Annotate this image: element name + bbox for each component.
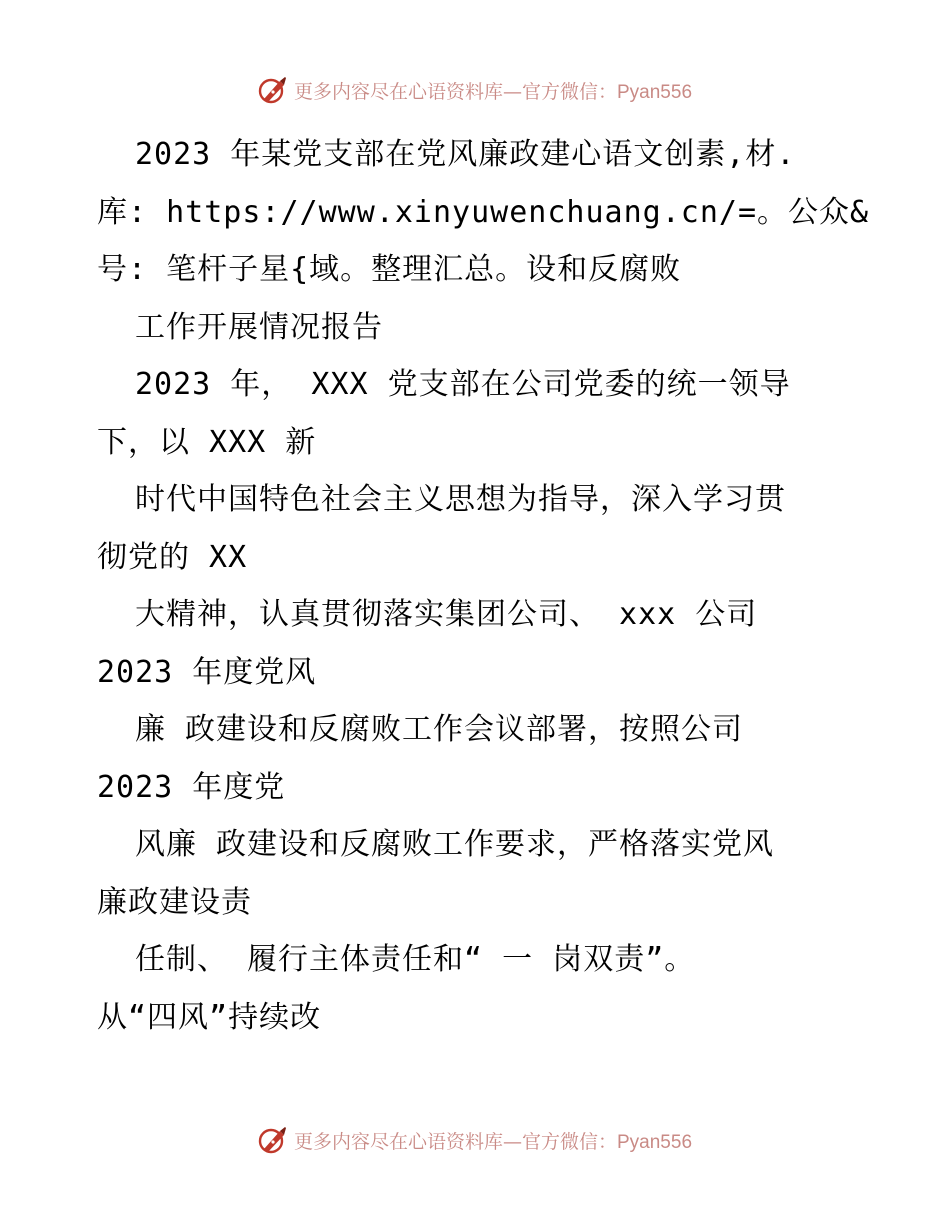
watermark-site-text: 更多内容尽在心语资料库 — [293, 1130, 503, 1153]
footer-watermark — [0, 1120, 950, 1160]
text-line: 廉政建设责 — [97, 884, 252, 920]
text-line: 号: 笔杆子星{域。整理汇总。设和反腐败 — [97, 252, 682, 287]
watermark-text — [294, 77, 692, 104]
text-line: 2023 年某党支部在党风廉政建心语文创素,材. — [135, 137, 796, 172]
watermark-dash: — — [502, 1130, 522, 1153]
document-body — [97, 126, 887, 1046]
text-line: 库: https://www.xinyuwenchuang.cn/=。公众& — [97, 194, 870, 230]
watermark-site-text: 更多内容尽在心语资料库 — [293, 80, 503, 103]
watermark-text — [294, 1127, 692, 1154]
text-line: 任制、 履行主体责任和“ 一 岗双责”。 — [135, 942, 696, 977]
watermark-contact-value: Pyan556 — [617, 81, 693, 103]
pen-nib-logo-icon — [258, 75, 288, 105]
watermark-contact-label: 官方微信： — [521, 1130, 617, 1153]
text-line: 时代中国特色社会主义思想为指导，深入学习贯 — [135, 482, 786, 517]
text-line: 彻党的 XX — [97, 539, 248, 575]
pen-nib-logo-icon — [258, 1125, 288, 1155]
text-line: 下，以 XXX 新 — [97, 424, 317, 460]
text-line: 工作开展情况报告 — [135, 309, 383, 345]
header-watermark — [0, 70, 950, 110]
watermark-dash: — — [502, 80, 522, 103]
watermark-contact-value: Pyan556 — [617, 1131, 693, 1153]
text-line: 2023 年， XXX 党支部在公司党委的统一领导 — [135, 367, 791, 402]
text-line: 从“四风”持续改 — [97, 999, 322, 1035]
text-line: 2023 年度党风 — [97, 654, 317, 690]
text-line: 2023 年度党 — [97, 769, 286, 805]
text-line: 风廉 政建设和反腐败工作要求，严格落实党风 — [135, 827, 775, 862]
text-line: 廉 政建设和反腐败工作会议部署，按照公司 — [135, 712, 744, 747]
text-line: 大精神，认真贯彻落实集团公司、 xxx 公司 — [135, 597, 758, 632]
watermark-contact-label: 官方微信： — [521, 80, 617, 103]
